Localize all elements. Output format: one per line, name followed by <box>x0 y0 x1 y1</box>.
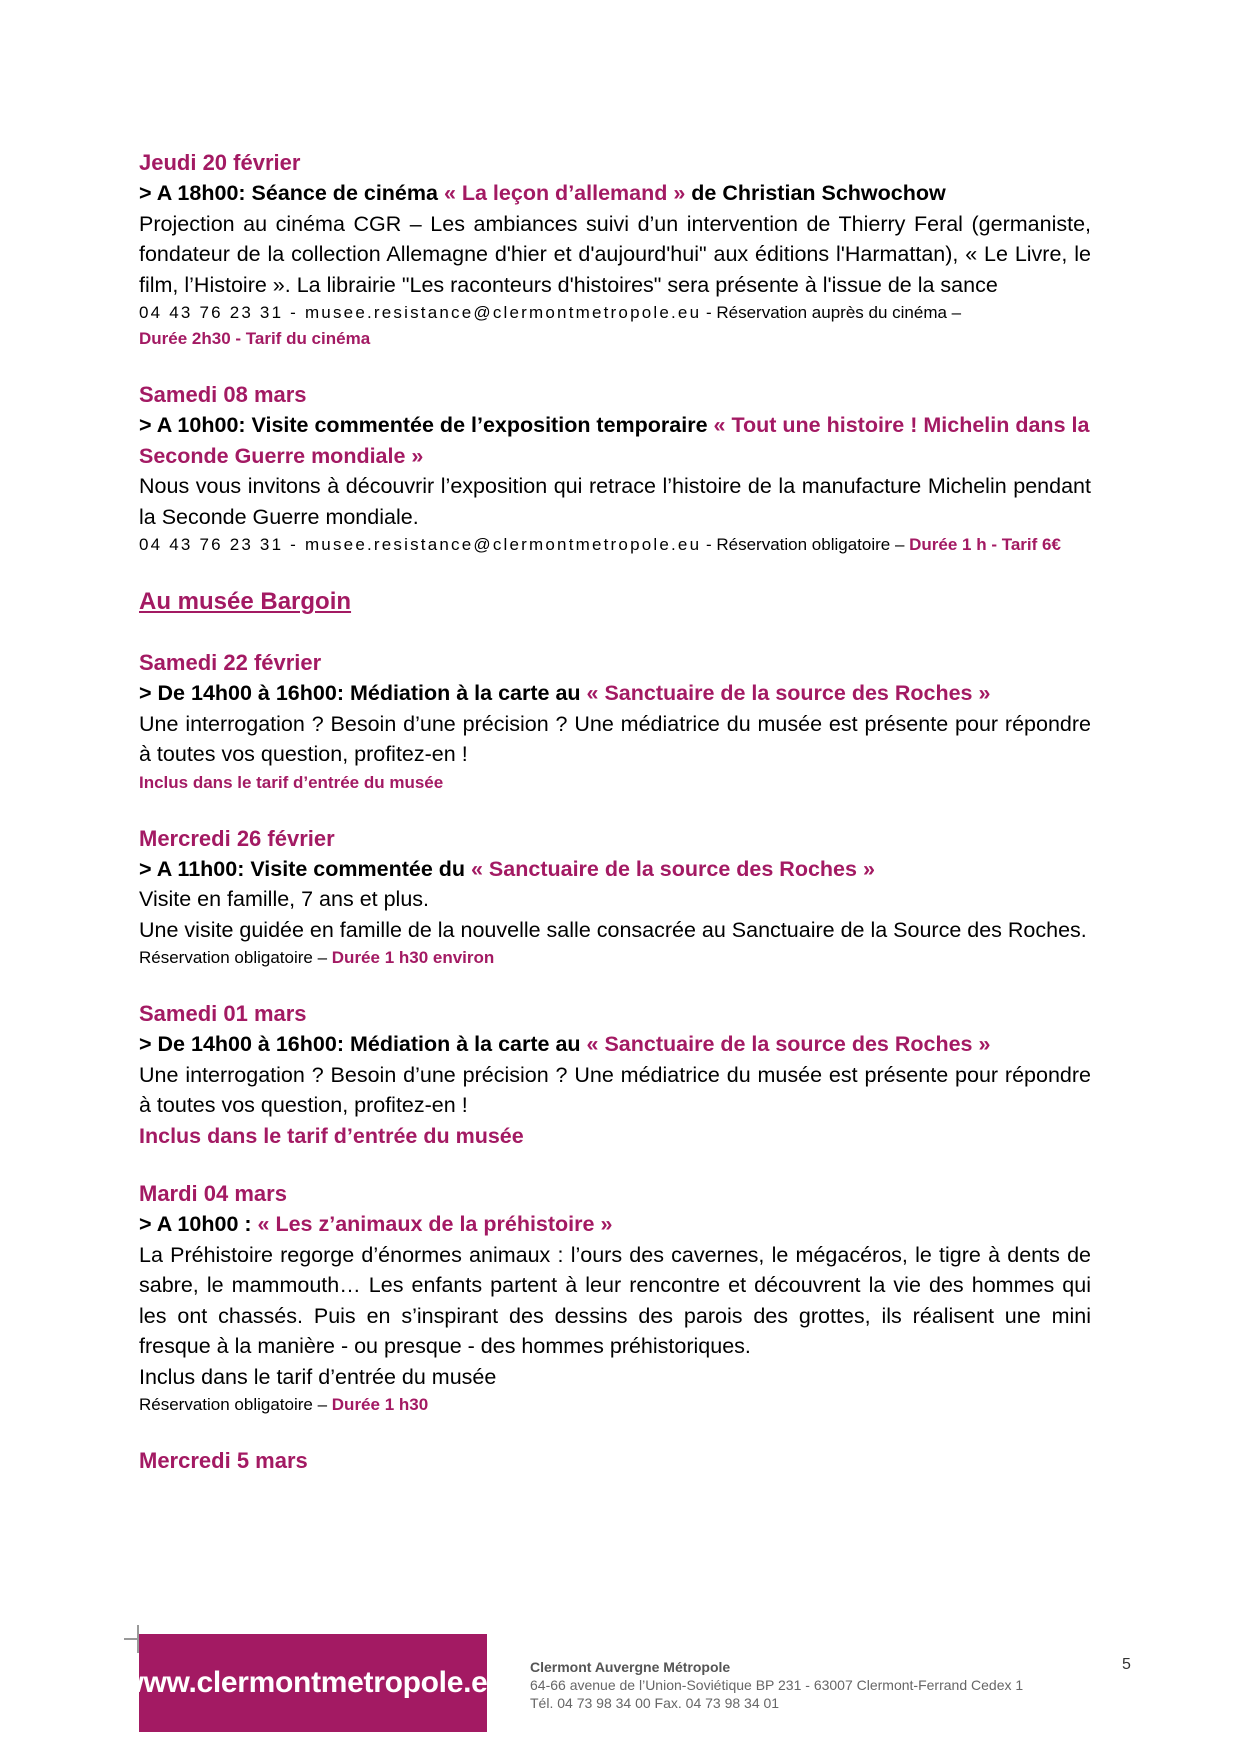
page-content <box>139 148 1091 1504</box>
session-time: > De 14h00 à 16h00: Médiation à la carte au <box>139 681 587 705</box>
duration-price: Durée 1 h - Tarif 6€ <box>909 535 1061 554</box>
duration-price: Durée 2h30 - Tarif du cinéma <box>139 329 371 348</box>
session-title: « Sanctuaire de la source des Roches » <box>471 856 875 881</box>
event-description: Une interrogation ? Besoin d’une précision ? Une médiatrice du musée est présente pour répondre à toutes vos question, profitez-en ! <box>139 1062 1091 1117</box>
page-number: 5 <box>1122 1656 1131 1673</box>
footer-organization <box>530 1658 1023 1712</box>
event-samedi-01-mars <box>139 999 1091 1151</box>
session-time: > A 18h00: Séance de cinéma <box>139 181 444 205</box>
price-info: Inclus dans le tarif d’entrée du musée <box>139 1123 524 1148</box>
contact-info: 04 43 76 23 31 - musee.resistance@clermontmetropole.eu <box>139 303 702 322</box>
event-samedi-22-fevrier <box>139 648 1091 796</box>
session-time: > A 10h00 : <box>139 1212 258 1236</box>
price-info: Inclus dans le tarif d’entrée du musée <box>139 772 444 792</box>
event-jeudi-20-fevrier <box>139 148 1091 352</box>
event-date: Mardi 04 mars <box>139 1181 287 1206</box>
price-info: Inclus dans le tarif d’entrée du musée <box>139 1364 497 1389</box>
event-mercredi-5-mars <box>139 1446 1091 1476</box>
session-time: > De 14h00 à 16h00: Médiation à la carte au <box>139 1032 587 1056</box>
org-address: 64-66 avenue de l’Union-Soviétique BP 231 - 63007 Clermont-Ferrand Cedex 1 <box>530 1677 1024 1693</box>
event-meta <box>139 1392 1091 1418</box>
event-date: Mercredi 5 mars <box>139 1448 308 1473</box>
session-time: > A 10h00: Visite commentée de l’exposition temporaire <box>139 413 714 437</box>
event-session <box>139 410 1091 471</box>
booking-info: - Réservation auprès du cinéma – <box>701 303 962 322</box>
event-meta <box>139 770 1091 796</box>
session-title: « Sanctuaire de la source des Roches » <box>586 681 991 705</box>
booking-info: Réservation obligatoire – <box>139 948 332 967</box>
event-mercredi-26-fevrier <box>139 824 1091 972</box>
duration-info: Durée 1 h30 environ <box>331 948 495 967</box>
event-meta <box>139 300 1091 352</box>
event-mardi-04-mars <box>139 1179 1091 1418</box>
session-title: « Sanctuaire de la source des Roches » <box>586 1032 991 1056</box>
event-session <box>139 1029 1091 1060</box>
event-session <box>139 1209 1091 1240</box>
footer-website-link[interactable]: www.clermontmetropole.eu <box>139 1634 487 1732</box>
event-description: Nous vous invitons à découvrir l’exposition qui retrace l’histoire de la manufacture Michelin pendant la Seconde Guerre mondiale. <box>139 474 1091 529</box>
session-time: > A 11h00: Visite commentée du <box>139 856 471 881</box>
session-title: « La leçon d’allemand » <box>443 181 686 205</box>
session-title: « Les z’animaux de la préhistoire » <box>257 1212 613 1236</box>
event-samedi-08-mars <box>139 380 1091 558</box>
event-date: Jeudi 20 février <box>139 150 301 175</box>
event-description: Projection au cinéma CGR – Les ambiances suivi d’un intervention de Thierry Feral (germaniste, fondateur de la collection Allemagne d'hier et d'aujourd'hui" aux éditions l'Harmattan), « Le Livre, le film, l’Histoire ». La librairie "Les raconteurs d'histoires" sera présente à l'issue de la sance <box>139 211 1091 297</box>
event-description: Une interrogation ? Besoin d’une précision ? Une médiatrice du musée est présente pour répondre à toutes vos question, profitez-en ! <box>139 711 1091 766</box>
event-date: Samedi 08 mars <box>139 382 307 407</box>
event-session <box>139 178 1091 209</box>
booking-info: - Réservation obligatoire – <box>701 535 910 554</box>
event-date: Mercredi 26 février <box>139 825 335 851</box>
contact-info: 04 43 76 23 31 - musee.resistance@clermontmetropole.eu <box>139 535 702 554</box>
booking-info: Réservation obligatoire – <box>139 1395 332 1414</box>
event-description: Une visite guidée en famille de la nouvelle salle consacrée au Sanctuaire de la Source des Roches. <box>139 917 1087 942</box>
section-title: Au musée Bargoin <box>139 588 352 615</box>
event-date: Samedi 01 mars <box>139 1001 307 1026</box>
session-title: « Tout une histoire ! Michelin dans la Seconde Guerre mondiale » <box>139 413 1090 468</box>
session-suffix: de Christian Schwochow <box>685 181 946 205</box>
org-phone: Tél. 04 73 98 34 00 Fax. 04 73 98 34 01 <box>530 1695 780 1711</box>
org-name: Clermont Auvergne Métropole <box>530 1659 731 1675</box>
event-audience: Visite en famille, 7 ans et plus. <box>139 887 430 911</box>
event-date: Samedi 22 février <box>139 650 322 675</box>
event-meta <box>139 532 1091 558</box>
event-description: La Préhistoire regorge d’énormes animaux : l’ours des cavernes, le mégacéros, le tigre à dents de sabre, le mammouth… Les enfants partent à leur rencontre et découvrent la vie des hommes qui les ont chassés. Puis en s’inspirant des dessins des parois des grottes, ils réalisent une mini fresque à la manière - ou presque - des hommes préhistoriques. <box>139 1242 1091 1358</box>
duration-info: Durée 1 h30 <box>331 1395 429 1414</box>
event-session <box>139 854 1091 885</box>
event-session <box>139 678 1091 709</box>
event-meta <box>139 945 1091 971</box>
